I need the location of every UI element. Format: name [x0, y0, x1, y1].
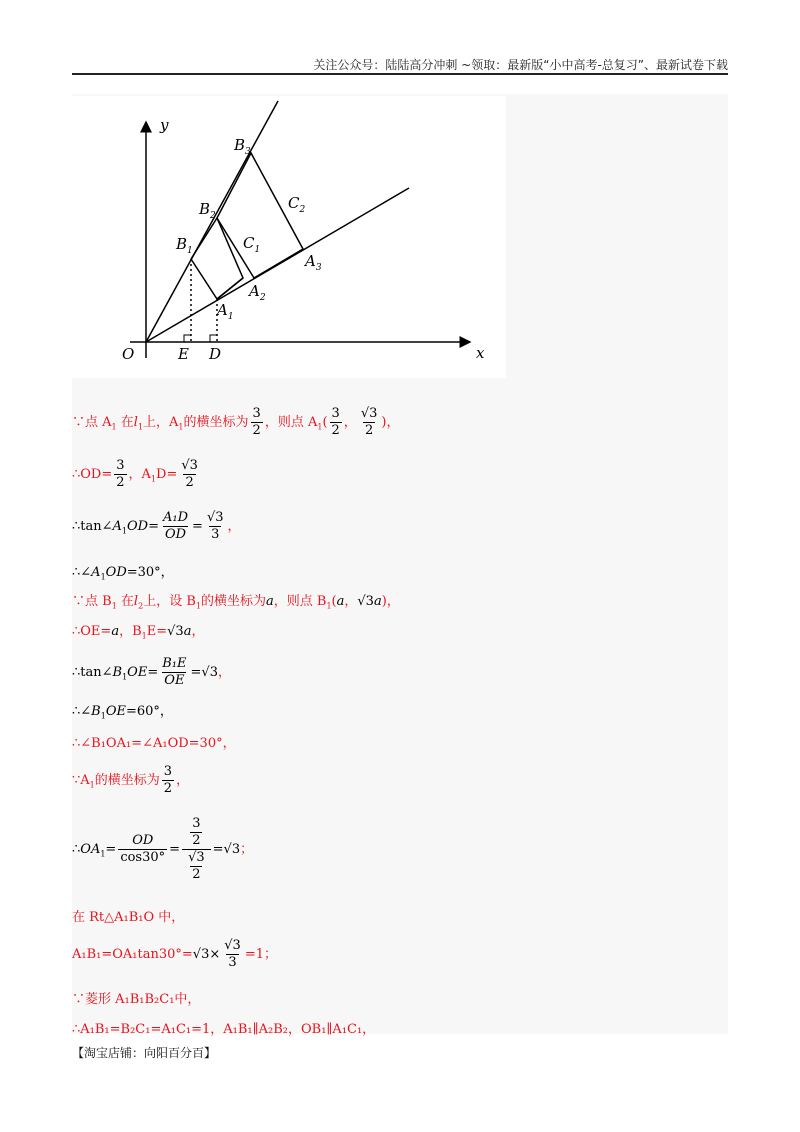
label-D: D — [209, 345, 222, 363]
line-10: $\because A_1$的横坐标为 $\frac{3}{2}$ ， — [72, 764, 190, 796]
right-angle-E — [184, 335, 191, 342]
geometry-figure — [72, 96, 506, 378]
label-B2: $B_2$ — [199, 200, 216, 221]
right-angle-D — [210, 335, 217, 342]
line-7: $\therefore\tan\angle B_1OE=$ $\frac{\text{B₁E}}{OE}$ =√3， — [72, 656, 231, 688]
line-12: 在 Rt△A₁B₁O 中， — [72, 910, 185, 925]
rhombus-side-1 — [217, 278, 243, 299]
header-rule — [72, 73, 728, 75]
label-C2: $C_2$ — [288, 194, 306, 215]
line-14: ∵菱形 A₁B₁B₂C₁中， — [72, 992, 201, 1007]
line-8: $\therefore\angle B_1OE=60^\circ$， — [72, 704, 173, 721]
line-l1 — [146, 188, 409, 342]
label-y: y — [160, 116, 169, 134]
line-3: $\therefore\tan\angle A_1OD=$ $\frac{\text{A₁D}}{OD}$ = $\frac{√3}{3}$ ， — [72, 510, 241, 542]
page-footer: 【淘宝店铺：向阳百分百】 — [72, 1046, 217, 1060]
label-A1: $A_1$ — [217, 301, 234, 322]
line-2: ∴OD= $\frac{3}{2}$ ，$A_1D=$ $\frac{√3}{2}$ — [72, 458, 198, 490]
rhombus-2 — [217, 153, 306, 278]
line-11: $\therefore OA_1=$ $\frac{OD}{\cos 30^\circ}$ = $\frac{\frac{3}{2}}{\frac{√3}{2}}$ =√3； — [72, 816, 254, 882]
line-9: ∴∠B₁OA₁=∠A₁OD=30°， — [72, 736, 236, 751]
label-B1: $B_1$ — [176, 235, 193, 256]
line-l2 — [146, 101, 278, 342]
label-A3: $A_3$ — [305, 252, 322, 273]
page-header: 关注公众号：陆陆高分冲刺 ~领取：最新版“小中高考-总复习”、最新试卷下载 — [313, 58, 728, 72]
figure-svg — [72, 96, 506, 378]
label-C1: $C_1$ — [243, 234, 261, 255]
line-4: $\therefore\angle A_1OD=30^\circ$， — [72, 565, 174, 582]
rhombus-1 — [191, 218, 243, 299]
label-B3: $B_3$ — [234, 136, 251, 157]
line-5: ∵点 $B_1$ 在$l_2$上，设 $B_1$的横坐标为a，则点 $B_1(a$，√3a)， — [72, 594, 400, 611]
line-1: ∵点 $A_1$ 在$l_1$上，$A_1$的横坐标为 $\frac{3}{2}$ ，则点 $A_1$( $\frac{3}{2}$ ， $\frac{√3}{2}$ )， — [72, 406, 400, 438]
line-6: ∴OE=a，$B_1E=√3a$， — [72, 624, 205, 641]
label-E: E — [178, 345, 189, 363]
label-O: O — [122, 345, 135, 363]
line-15: ∴A₁B₁=B₂C₁=A₁C₁=1，A₁B₁∥A₂B₂，OB₁∥A₁C₁， — [72, 1022, 376, 1037]
label-A2: $A_2$ — [249, 282, 266, 303]
line-13: A₁B₁=OA₁tan30°=√3× $\frac{√3}{3}$ =1； — [72, 938, 277, 970]
label-x: x — [476, 344, 485, 362]
